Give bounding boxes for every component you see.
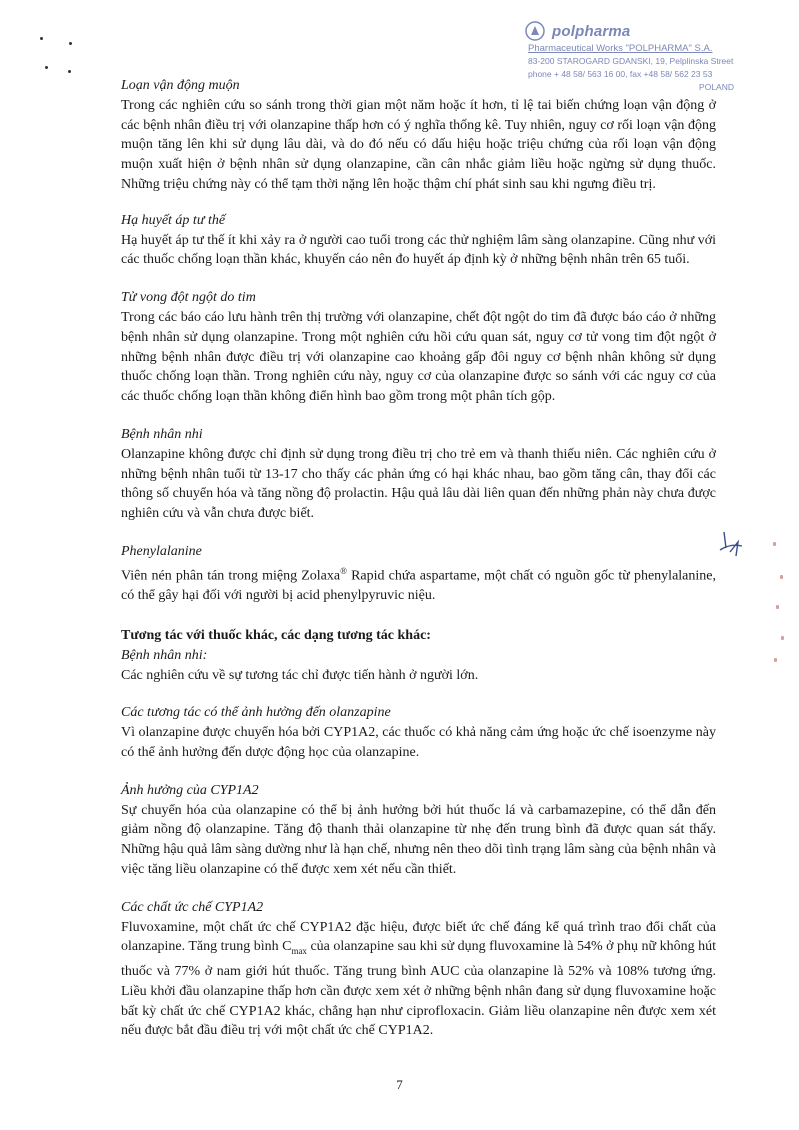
section-title: Ảnh hưởng của CYP1A2 <box>121 782 259 798</box>
section-body: Các nghiên cứu về sự tương tác chỉ được tiến hành ở người lớn. <box>121 667 479 683</box>
section-body <box>121 562 716 606</box>
section-cyp1a2-inhibitors <box>121 898 716 1041</box>
section-title: Các tương tác có thể ảnh hưởng đến olanzapine <box>121 705 391 721</box>
stamp-brand: polpharma <box>552 22 631 40</box>
document-body <box>121 76 716 1059</box>
polpharma-logo-icon <box>524 20 546 42</box>
scan-speck <box>69 42 72 45</box>
margin-mark <box>780 575 783 579</box>
section-postural-hypotension <box>121 211 716 270</box>
margin-mark <box>774 658 777 662</box>
section-body: Hạ huyết áp tư thế ít khi xảy ra ở người cao tuổi trong các thử nghiệm lâm sàng olanzapine. Cũng như với các thuốc chống loạn thần khác, khuyến cáo nên đo huyết áp định kỳ ở những bệnh nhân trên 65 tuổi. <box>121 232 716 268</box>
section-body: Vì olanzapine được chuyển hóa bởi CYP1A2, các thuốc có khả năng cảm ứng hoặc ức chế isoenzyme này có thể ảnh hưởng đến dược động học của olanzapine. <box>121 725 716 760</box>
section-tardive-dyskinesia <box>121 76 716 195</box>
section-title: Hạ huyết áp tư thế <box>121 212 226 228</box>
stamp-line: phone + 48 58/ 563 16 00, fax +48 58/ 562 23 53 <box>528 69 713 79</box>
body-text: Viên nén phân tán trong miệng Zolaxa <box>121 568 341 584</box>
section-interactions-pediatric <box>121 626 716 685</box>
section-title: Loạn vận động muộn <box>121 78 240 93</box>
page-number: 7 <box>396 1077 403 1092</box>
section-title: Tử vong đột ngột do tim <box>121 290 256 306</box>
registered-mark: ® <box>340 565 347 576</box>
section-cyp1a2-effects <box>121 781 716 880</box>
section-title: Phenylalanine <box>121 543 202 559</box>
margin-mark <box>776 605 779 609</box>
body-text: Rapid chứa aspartame, một chất có nguồn gốc từ phenylalanine, có thể gây hại đối với người bị acid phenylpyruvic niệu. <box>121 568 716 604</box>
section-body: Olanzapine không được chỉ định sử dụng trong điều trị cho trẻ em và thanh thiếu niên. Các nghiên cứu ở những bệnh nhân tuổi từ 13-17 cho thấy các phản ứng có hại khác nhau, bao gồm tăng cân, thay đổi các thông số chuyển hóa và tăng nồng độ prolactin. Hậu quả lâu dài liên quan đến những phản này chưa được nghiên cứu và vẫn chưa được biết. <box>121 446 716 522</box>
section-body: Trong các báo cáo lưu hành trên thị trường với olanzapine, chết đột ngột do tim đã được báo cáo ở những bệnh nhân sử dụng olanzapine. Trong một nghiên cứu hồi cứu quan sát, nguy cơ tử vong tim đột ngột ở những bệnh nhân được điều trị với olanzapine cao khoảng gấp đôi nguy cơ bệnh nhân không sử dụng thuốc chống loạn thần. Trong nghiên cứu này, nguy cơ của olanzapine được so sánh với các nguy cơ của các thuốc chống loạn thần không điển hình bao gồm trong một phân tích gộp. <box>121 309 716 405</box>
scan-speck <box>40 37 43 40</box>
section-title: Bệnh nhân nhi <box>121 426 203 442</box>
margin-mark <box>773 542 776 546</box>
section-title: Các chất ức chế CYP1A2 <box>121 899 264 915</box>
interactions-heading: Tương tác với thuốc khác, các dạng tương tác khác: <box>121 627 431 643</box>
stamp-line: POLAND <box>699 82 734 92</box>
stamp-header <box>524 20 774 42</box>
stamp-line: 83-200 STAROGARD GDANSKI, 19, Pelplinska Street <box>528 56 734 66</box>
section-body: Sự chuyển hóa của olanzapine có thể bị ảnh hưởng bởi hút thuốc lá và carbamazepine, có thể dẫn đến giảm nồng độ olanzapine. Tăng độ thanh thải olanzapine từ nhẹ đến trung bình đã được quan sát thấy. Những hậu quả lâm sàng dường như là hạn chế, nhưng nên theo dõi tình trạng lâm sàng của bệnh nhân và việc tăng liều olanzapine có thể được xem xét nếu cần thiết. <box>121 802 716 877</box>
section-phenylalanine <box>121 542 716 606</box>
section-title: Bệnh nhân nhi: <box>121 647 208 663</box>
margin-mark <box>781 636 784 640</box>
handwritten-initials <box>714 528 748 562</box>
body-text: Fluvoxamine, một chất ức chế CYP1A2 đặc hiệu, được biết ức chế đáng kể quá trình trao đổi chất của olanzapine. Tăng trung bình C <box>121 919 716 955</box>
scan-speck <box>45 66 48 69</box>
body-text: của olanzapine sau khi sử dụng fluvoxamine là 54% ở phụ nữ không hút thuốc và 77% ở nam giới hút thuốc. Tăng trung bình AUC của olanzapine là 52% và 108% tương ứng. Liều khởi đầu olanzapine thấp hơn cần được xem xét ở những bệnh nhân đang sử dụng fluvoxamine hoặc bất kỳ chất ức chế CYP1A2 khác, chẳng hạn như ciprofloxacin. Giảm liều olanzapine nên được xem xét nếu được bắt đầu điều trị với một chất ức chế CYP1A2. <box>121 939 716 1039</box>
section-pediatric <box>121 425 716 524</box>
subscript-max: max <box>291 946 307 957</box>
scan-speck <box>68 70 71 73</box>
section-body <box>121 918 716 1042</box>
section-affecting-olanzapine <box>121 703 716 762</box>
section-body: Trong các nghiên cứu so sánh trong thời gian một năm hoặc ít hơn, tỉ lệ tai biến chứng loạn vận động ở các bệnh nhân điều trị với olanzapine thấp hơn có ý nghĩa thống kê. Tuy nhiên, nguy cơ rối loạn vận động muộn tăng lên khi sử dụng lâu dài, và do đó nếu có dấu hiệu hoặc triệu chứng của rối loạn vận động muộn xuất hiện ở bệnh nhân sử dụng olanzapine, cần cân nhắc giảm liều hoặc ngừng sử dụng thuốc. Những triệu chứng này có thể tạm thời nặng lên hoặc thậm chí phát sinh sau khi ngưng điều trị. <box>121 97 716 192</box>
section-sudden-cardiac-death <box>121 288 716 407</box>
stamp-line: Pharmaceutical Works "POLPHARMA" S.A. <box>528 43 713 54</box>
